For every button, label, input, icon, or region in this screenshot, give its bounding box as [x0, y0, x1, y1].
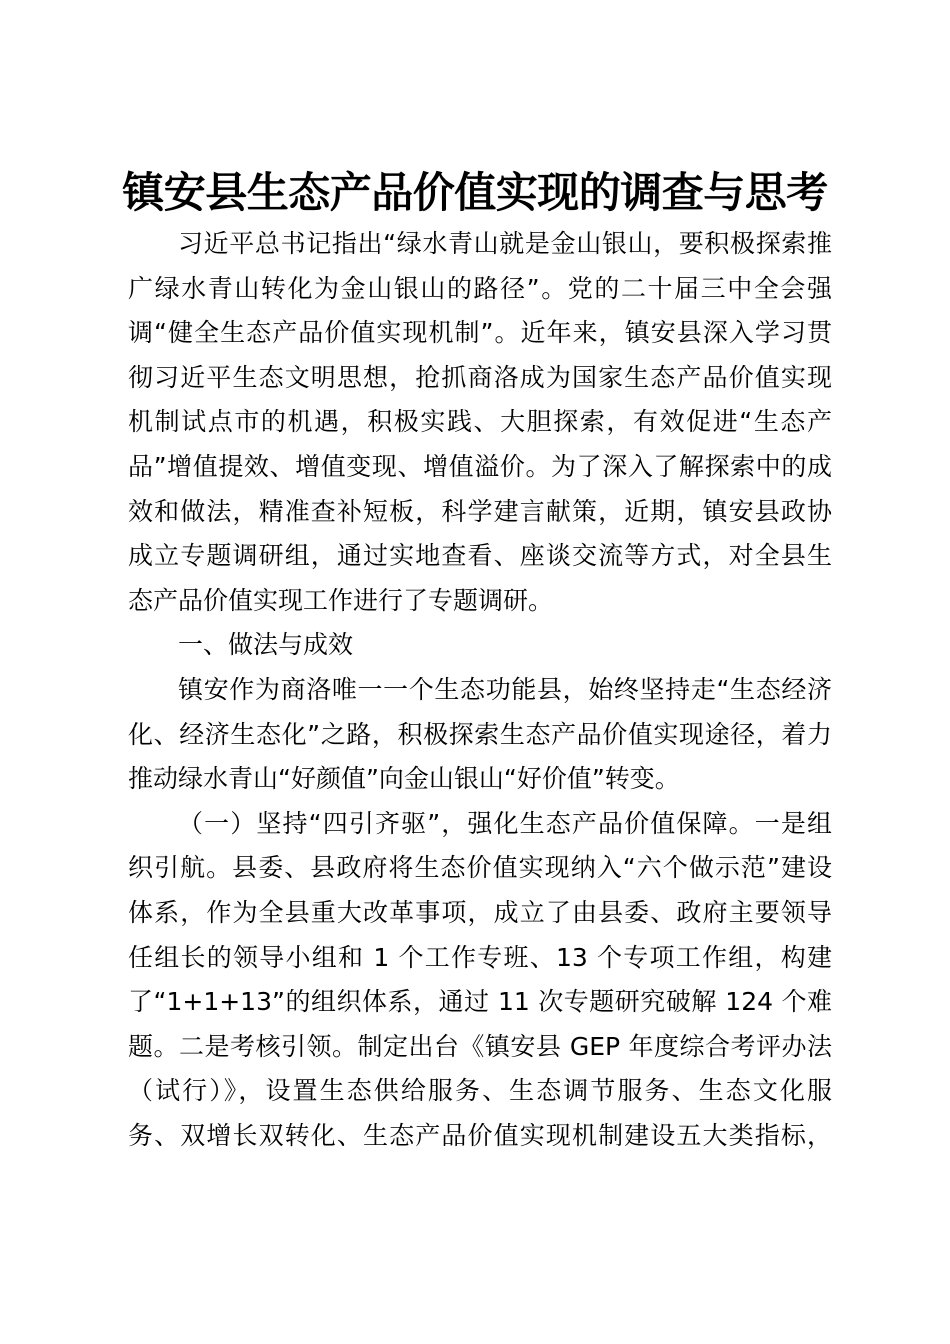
text-line: 品”增值提效、增值变现、增值溢价。为了深入了解探索中的成 — [128, 451, 832, 481]
section-heading — [128, 623, 832, 668]
document-title: 镇安县生态产品价值实现的调查与思考 — [122, 168, 828, 217]
text-line: 体系，作为全县重大改革事项，成立了由县委、政府主要领导 — [128, 897, 832, 927]
text-line: 织引航。县委、县政府将生态价值实现纳入“六个做示范”建设 — [128, 853, 832, 883]
text-line: 镇安作为商洛唯一一个生态功能县，始终坚持走“生态经济 — [178, 674, 832, 704]
text-line: （试行）》，设置生态供给服务、生态调节服务、生态文化服 — [128, 1076, 832, 1106]
text-line: （一）坚持“四引齐驱”，强化生态产品价值保障。一是组 — [178, 808, 832, 838]
text-line: 化、经济生态化”之路，积极探索生态产品价值实现途径，着力 — [128, 719, 832, 749]
text-line: 成立专题调研组，通过实地查看、座谈交流等方式，对全县生 — [128, 541, 832, 571]
heading-line: 一、做法与成效 — [178, 630, 354, 660]
text-line: 了“1+1+13”的组织体系，通过 11 次专题研究破解 124 个难 — [128, 987, 832, 1017]
text-line: 调“健全生态产品价值实现机制”。近年来，镇安县深入学习贯 — [128, 318, 832, 348]
text-line: 习近平总书记指出“绿水青山就是金山银山，要积极探索推 — [178, 229, 832, 258]
document-body — [128, 222, 832, 1158]
paragraph-intro — [128, 222, 832, 623]
text-line: 务、双增长双转化、生态产品价值实现机制建设五大类指标， — [128, 1120, 832, 1150]
text-line: 广绿水青山转化为金山银山的路径”。党的二十届三中全会强 — [128, 273, 832, 303]
text-line: 推动绿水青山“好颜值”向金山银山“好价值”转变。 — [128, 764, 680, 794]
text-line: 彻习近平生态文明思想，抢抓商洛成为国家生态产品价值实现 — [128, 362, 832, 392]
paragraph-measures — [128, 802, 832, 1159]
text-line: 题。二是考核引领。制定出台《镇安县 GEP 年度综合考评办法 — [128, 1031, 832, 1061]
text-line: 效和做法，精准查补短板，科学建言献策，近期，镇安县政协 — [128, 496, 832, 526]
text-line: 态产品价值实现工作进行了专题调研。 — [128, 585, 554, 615]
text-line: 机制试点市的机遇，积极实践、大胆探索，有效促进“生态产 — [128, 407, 832, 437]
text-line: 任组长的领导小组和 1 个工作专班、13 个专项工作组，构建 — [128, 942, 832, 972]
paragraph-approach — [128, 668, 832, 802]
